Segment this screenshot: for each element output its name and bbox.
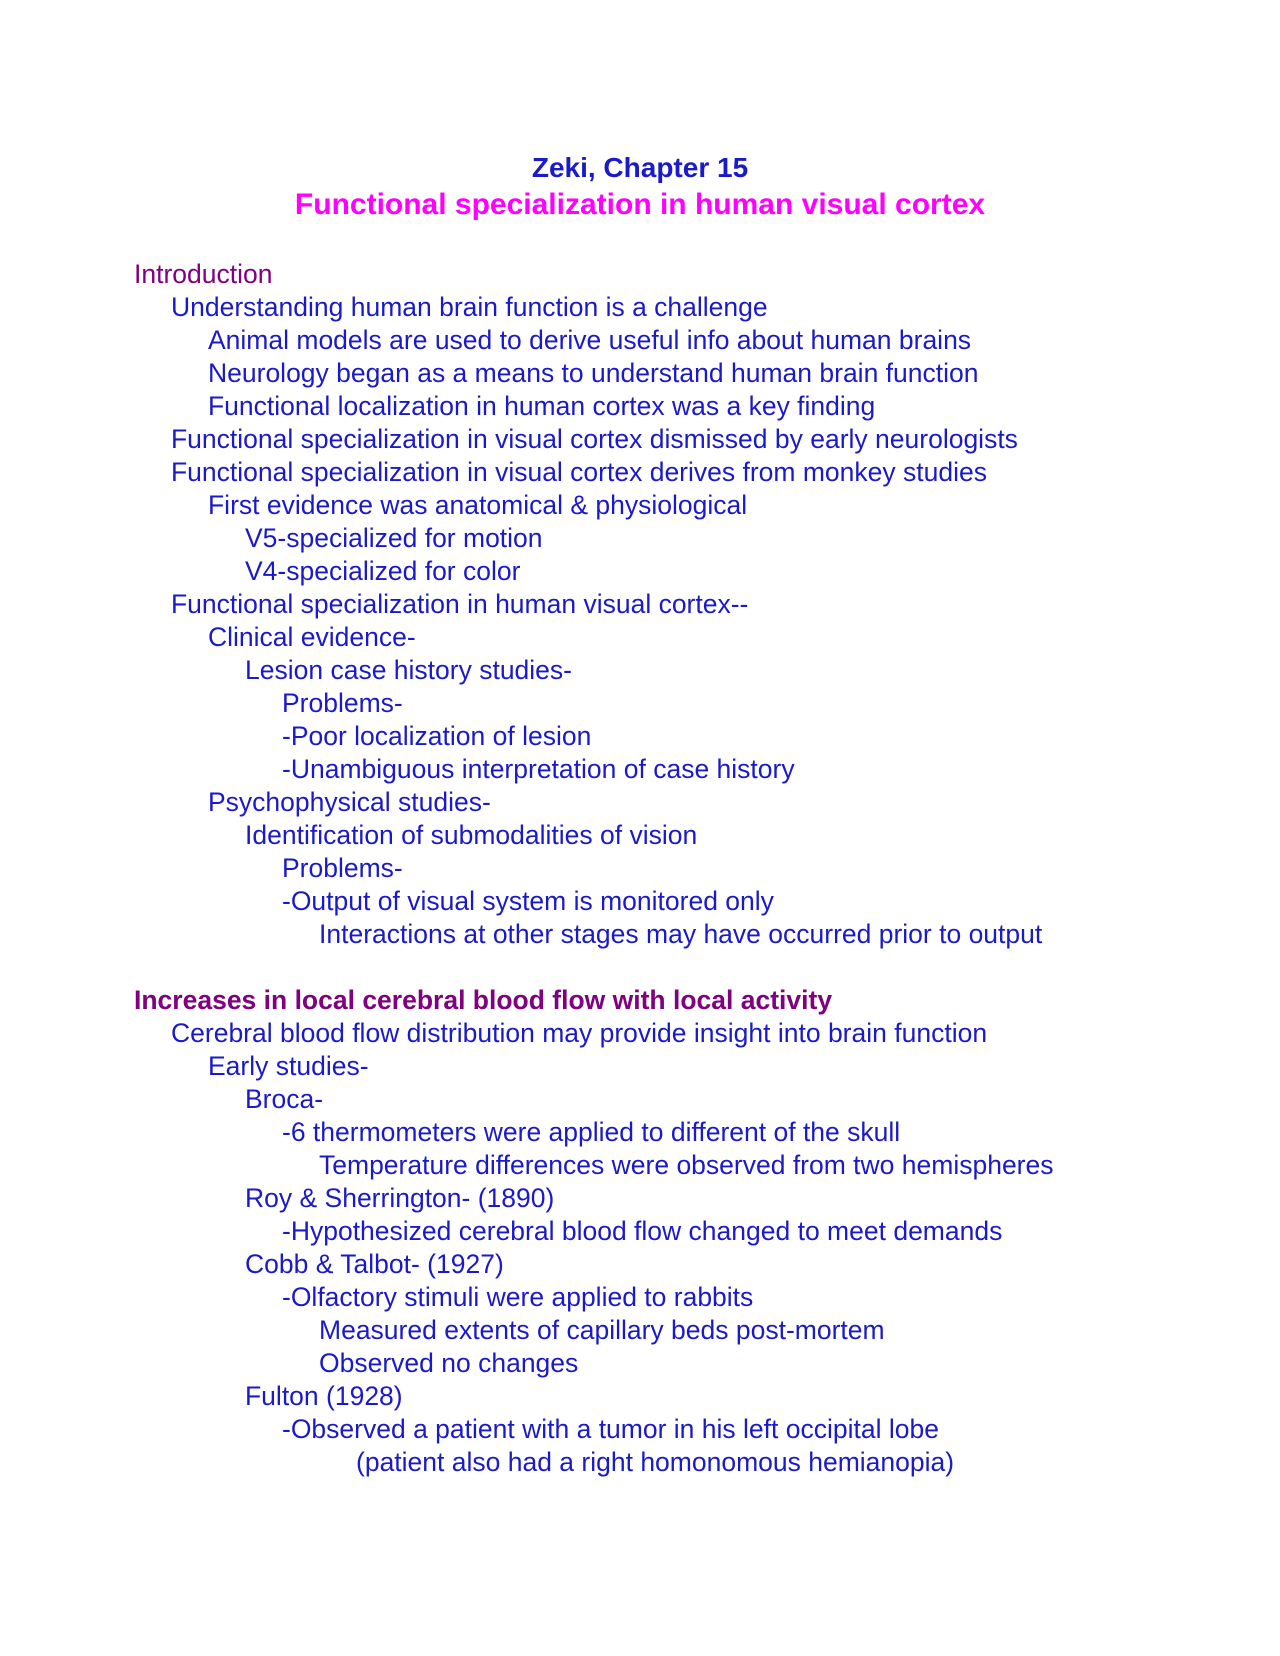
- outline-line: Lesion case history studies-: [245, 655, 572, 685]
- section-heading: Increases in local cerebral blood flow with local activity: [134, 985, 833, 1015]
- page-title: Functional specialization in human visual cortex: [294, 188, 986, 221]
- section-blood-flow: [134, 984, 1244, 1479]
- outline-line: Problems-: [282, 688, 403, 718]
- section-introduction: [134, 258, 1244, 951]
- outline-line: -Observed a patient with a tumor in his left occipital lobe: [282, 1414, 939, 1444]
- section-heading: Introduction: [134, 259, 273, 289]
- outline-line: Functional specialization in visual cortex derives from monkey studies: [171, 457, 987, 487]
- outline-line: Interactions at other stages may have occurred prior to output: [319, 919, 1043, 949]
- outline-line: V5-specialized for motion: [245, 523, 543, 553]
- outline: [134, 258, 1244, 1479]
- outline-line: Problems-: [282, 853, 403, 883]
- outline-line: Roy & Sherrington- (1890): [245, 1183, 555, 1213]
- outline-line: Understanding human brain function is a challenge: [171, 292, 768, 322]
- outline-line: Cobb & Talbot- (1927): [245, 1249, 504, 1279]
- outline-line: -Output of visual system is monitored only: [282, 886, 774, 916]
- outline-line: Identification of submodalities of vision: [245, 820, 698, 850]
- outline-line: Functional specialization in human visual cortex--: [171, 589, 749, 619]
- outline-line: First evidence was anatomical & physiological: [208, 490, 748, 520]
- outline-line: Cerebral blood flow distribution may provide insight into brain function: [171, 1018, 988, 1048]
- outline-line: -Olfactory stimuli were applied to rabbits: [282, 1282, 754, 1312]
- outline-line: -6 thermometers were applied to different of the skull: [282, 1117, 901, 1147]
- outline-line: Fulton (1928): [245, 1381, 403, 1411]
- outline-line: Broca-: [245, 1084, 324, 1114]
- outline-line: Functional localization in human cortex was a key finding: [208, 391, 876, 421]
- outline-line: Animal models are used to derive useful info about human brains: [208, 325, 972, 355]
- outline-line: Psychophysical studies-: [208, 787, 491, 817]
- outline-line: Observed no changes: [319, 1348, 579, 1378]
- title-block: [0, 150, 1280, 224]
- section-lines: [134, 1017, 1244, 1479]
- outline-line: -Hypothesized cerebral blood flow changed to meet demands: [282, 1216, 1003, 1246]
- outline-line: Clinical evidence-: [208, 622, 416, 652]
- outline-line: -Poor localization of lesion: [282, 721, 592, 751]
- outline-line: -Unambiguous interpretation of case history: [282, 754, 795, 784]
- section-lines: [134, 291, 1244, 951]
- outline-line: Functional specialization in visual cortex dismissed by early neurologists: [171, 424, 1018, 454]
- chapter-title: Zeki, Chapter 15: [531, 152, 749, 183]
- outline-line: Temperature differences were observed from two hemispheres: [319, 1150, 1054, 1180]
- outline-line: V4-specialized for color: [245, 556, 521, 586]
- outline-line: Early studies-: [208, 1051, 369, 1081]
- outline-line: (patient also had a right homonomous hemianopia): [356, 1447, 955, 1477]
- outline-line: Measured extents of capillary beds post-mortem: [319, 1315, 885, 1345]
- outline-line: Neurology began as a means to understand human brain function: [208, 358, 979, 388]
